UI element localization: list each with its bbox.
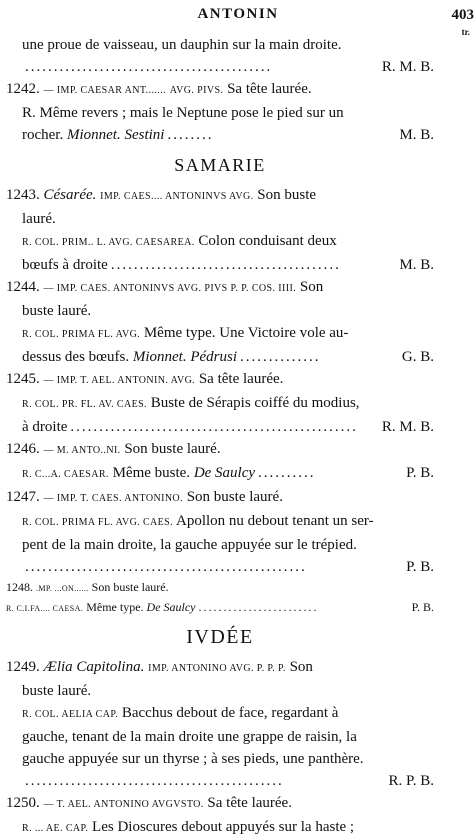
rarity-size: M. B. xyxy=(399,257,434,273)
description: Son xyxy=(299,279,324,295)
entry-number: 1248. xyxy=(6,580,33,594)
entry-1250 xyxy=(6,792,434,816)
description: Apollon nu debout tenant un ser- xyxy=(176,513,374,529)
text-line: une proue de vaisseau, un dauphin sur la main droite. xyxy=(22,37,342,53)
reverse-line xyxy=(6,392,434,416)
reverse-line xyxy=(6,322,434,346)
rarity-size: P. B. xyxy=(411,600,434,614)
description: Sa tête laurée. xyxy=(198,371,284,387)
running-title: ANTONIN xyxy=(197,6,279,22)
rarity-size: R. P. B. xyxy=(388,773,434,789)
source: Mionnet. Pédrusi xyxy=(132,349,237,365)
description: Colon conduisant deux xyxy=(198,233,337,249)
entry-number: 1249. xyxy=(6,659,40,675)
legend: R. COL. AELIA CAP. xyxy=(22,709,119,720)
description: dessus des bœufs. xyxy=(22,349,130,365)
leader-dots: ........................................ xyxy=(110,257,341,273)
text-line: buste lauré. xyxy=(22,683,92,699)
reverse-line xyxy=(6,556,434,578)
entry-number: 1250. xyxy=(6,795,40,811)
entry-1242 xyxy=(6,78,434,102)
description: Même buste. xyxy=(112,465,191,481)
description: bœufs à droite xyxy=(22,257,108,273)
reverse-line xyxy=(6,254,434,276)
rarity-size: P. B. xyxy=(406,465,434,481)
rarity-size: M. B. xyxy=(399,127,434,143)
entry-1244 xyxy=(6,276,434,300)
section-heading: IVDÉE xyxy=(186,626,254,648)
legend: R. COL. PRIM.. L. AVG. CAESAREA. xyxy=(22,237,195,248)
description: Les Dioscures debout appuyés sur la haste ; xyxy=(92,819,355,835)
leader-dots: ........................ xyxy=(198,600,319,614)
legend: R. C.I.FA.... CAESA. xyxy=(6,604,84,613)
reverse-line xyxy=(6,770,434,792)
entry-1245 xyxy=(6,368,434,392)
city: Ælia Capitolina. xyxy=(43,659,145,675)
source: De Saulcy xyxy=(193,465,256,481)
description: Sa tête laurée. xyxy=(207,795,292,811)
reverse-line xyxy=(6,462,434,486)
text-line: lauré. xyxy=(22,211,56,227)
legend: — IMP. CAESAR ANT....... xyxy=(43,85,166,96)
legend: — IMP. T. AEL. ANTONIN. AVG. xyxy=(43,375,196,386)
reverse-line: gauche, tenant de la main droite une grappe de raisin, la xyxy=(22,729,357,745)
legend: R. COL. PRIMA FL. AVG. xyxy=(22,329,141,340)
text-line xyxy=(6,56,434,78)
legend: — M. ANTO..NI. xyxy=(43,445,121,456)
reverse-line xyxy=(6,598,434,618)
reverse-line xyxy=(6,702,434,726)
leader-dots: ........ xyxy=(167,127,214,143)
source: De Saulcy xyxy=(146,600,196,614)
rarity-size: G. B. xyxy=(401,349,434,365)
legend: IMP. CAES.... ANTONINVS AVG. xyxy=(100,191,254,202)
reverse-line: pent de la main droite, la gauche appuyée sur le trépied. xyxy=(22,537,357,553)
entry-number: 1247. xyxy=(6,489,40,505)
legend: — IMP. CAES. ANTONINVS AVG. PIVS P. P. COS. IIII. xyxy=(43,283,297,294)
legend: — IMP. T. CAES. ANTONINO. xyxy=(43,493,183,504)
description: Son xyxy=(289,659,313,675)
reverse-line xyxy=(6,510,434,534)
rarity-size: R. M. B. xyxy=(381,419,434,435)
source: Mionnet. Sestini xyxy=(66,127,165,143)
leader-dots: ................................................. xyxy=(25,559,307,575)
city: Césarée. xyxy=(43,187,97,203)
description: Même type. xyxy=(86,600,144,614)
entry-1248 xyxy=(6,578,434,598)
entry-1243 xyxy=(6,184,434,208)
entry-number: 1246. xyxy=(6,441,40,457)
leader-dots: ............................................. xyxy=(25,773,284,789)
description: Son buste lauré. xyxy=(124,441,221,457)
legend: .MP. ...ON...... xyxy=(36,584,89,593)
description: Son buste lauré. xyxy=(91,580,169,594)
legend: R. COL. PR. FL. AV. CAES. xyxy=(22,399,147,410)
legend: R. COL. PRIMA FL. AVG. CAES. xyxy=(22,517,174,528)
leader-dots: ........................................... xyxy=(25,59,273,75)
legend: R. C...A. CAESAR. xyxy=(22,469,109,480)
legend: R. ... AE. CAP. xyxy=(22,823,89,834)
legend: AVG. PIVS. xyxy=(169,85,224,96)
reverse-line: gauche appuyée sur un thyrse ; à ses pieds, une panthère. xyxy=(22,751,364,767)
page-mark: tr. xyxy=(461,27,470,37)
entry-number: 1243. xyxy=(6,187,40,203)
description: rocher. xyxy=(22,127,64,143)
description: Buste de Sérapis coiffé du modius, xyxy=(150,395,360,411)
reverse-line xyxy=(6,346,434,368)
section-heading: SAMARIE xyxy=(174,155,266,175)
leader-dots: .......... xyxy=(258,465,316,481)
rarity-size: P. B. xyxy=(406,559,434,575)
leader-dots: .................................................. xyxy=(70,419,358,435)
legend: IMP. ANTONINO AVG. P. P. P. xyxy=(148,663,286,674)
entry-1246 xyxy=(6,438,434,462)
page-number: 403 xyxy=(451,7,474,23)
description: Bacchus debout de face, regardant à xyxy=(121,705,339,721)
leader-dots: .............. xyxy=(240,349,321,365)
reverse-line: R. Même revers ; mais le Neptune pose le pied sur un xyxy=(22,105,344,121)
reverse-line xyxy=(6,416,434,438)
description: Même type. Une Victoire vole au- xyxy=(143,325,349,341)
legend: — T. AEL. ANTONINO AVGVSTO. xyxy=(43,799,204,810)
reverse-line xyxy=(6,230,434,254)
description: Son buste xyxy=(257,187,317,203)
entry-number: 1242. xyxy=(6,81,40,97)
description: Sa tête laurée. xyxy=(227,81,312,97)
description: à droite xyxy=(22,419,68,435)
description: Son buste lauré. xyxy=(186,489,283,505)
entry-1247 xyxy=(6,486,434,510)
rarity-size: R. M. B. xyxy=(381,59,434,75)
reverse-line xyxy=(6,124,434,146)
text-line: buste lauré. xyxy=(22,303,92,319)
entry-number: 1244. xyxy=(6,279,40,295)
entry-number: 1245. xyxy=(6,371,40,387)
entry-1249 xyxy=(6,656,434,680)
catalogue-text xyxy=(6,34,434,840)
